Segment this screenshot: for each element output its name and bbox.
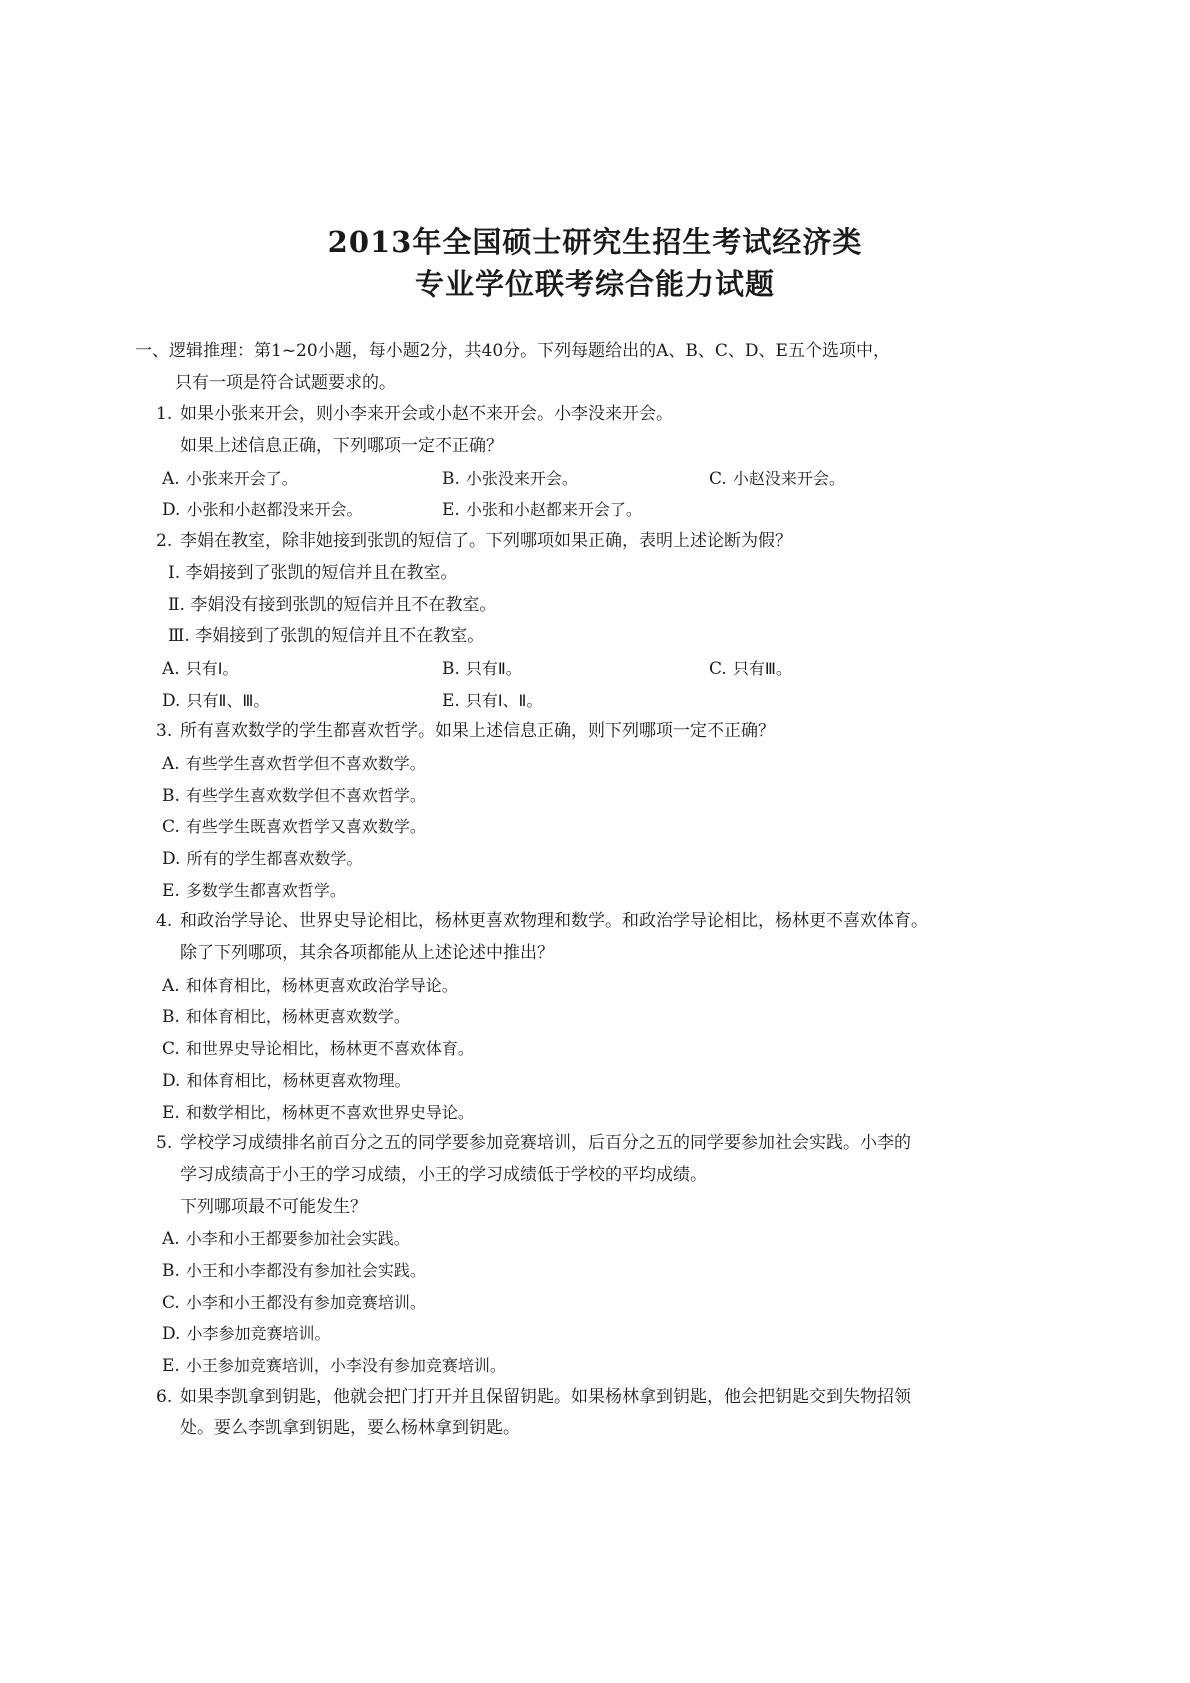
question-stem-text: 李娟在教室，除非她接到张凯的短信了。下列哪项如果正确，表明上述论断为假？ [180, 531, 792, 552]
question-stem-text: 如果李凯拿到钥匙，他就会把门打开并且保留钥匙。如果杨林拿到钥匙，他会把钥匙交到失物招领 [180, 1386, 911, 1407]
question-stem-line [0, 1160, 1190, 1192]
answer-option [162, 875, 346, 908]
question-stem-line [0, 1128, 1190, 1160]
option-text: 和体育相比，杨林更喜欢政治学导论。 [185, 975, 458, 995]
answer-option [162, 1065, 410, 1098]
question-stem-text: 学校学习成绩排名前百分之五的同学要参加竞赛培训，后百分之五的同学要参加社会实践。小李的 [180, 1133, 911, 1154]
option-row [0, 494, 1190, 526]
exam-title-line-2: 专业学位联考综合能力试题 [414, 267, 775, 301]
answer-option [162, 811, 426, 844]
option-label: A. [162, 658, 180, 679]
question-stem-text: 所有喜欢数学的学生都喜欢哲学。如果上述信息正确，则下列哪项一定不正确？ [180, 721, 775, 742]
option-label: B. [162, 785, 180, 806]
option-text: 和体育相比，杨林更喜欢数学。 [185, 1007, 410, 1027]
answer-option [162, 463, 298, 496]
option-label: B. [162, 1007, 180, 1028]
question-stem-text: 如果上述信息正确，下列哪项一定不正确？ [180, 436, 503, 457]
option-text: 小张和小赵都来开会了。 [465, 500, 642, 520]
question-stem-line [0, 1413, 1190, 1445]
exam-content [0, 336, 1190, 1445]
option-row [0, 1033, 1190, 1065]
question-stem-line [0, 1192, 1190, 1224]
option-text: 有些学生喜欢哲学但不喜欢数学。 [185, 753, 426, 773]
option-text: 小王和小李都没有参加社会实践。 [185, 1260, 426, 1280]
option-label: D. [162, 500, 181, 521]
option-text: 有些学生既喜欢哲学又喜欢数学。 [185, 817, 426, 837]
option-text: 只有Ⅲ。 [732, 658, 792, 678]
question-number: 3. [156, 721, 173, 742]
option-row [0, 1318, 1190, 1350]
question-statement: Ⅰ. 李娟接到了张凯的短信并且在教室。 [168, 562, 458, 583]
answer-option [162, 1287, 426, 1320]
question-number: 5. [156, 1133, 173, 1154]
question-number: 2. [156, 531, 173, 552]
question-number: 1. [156, 404, 173, 425]
option-text: 小张来开会了。 [185, 468, 298, 488]
option-label: E. [162, 1102, 180, 1123]
answer-option [162, 1255, 426, 1288]
option-label: C. [709, 658, 727, 679]
option-text: 小赵没来开会。 [732, 468, 845, 488]
option-label: A. [162, 975, 180, 996]
option-text: 小张和小赵都没来开会。 [186, 500, 363, 520]
option-text: 有些学生喜欢数学但不喜欢哲学。 [185, 785, 426, 805]
option-text: 小李和小王都没有参加竞赛培训。 [185, 1292, 426, 1312]
question-stem-line [0, 716, 1190, 748]
option-label: B. [442, 658, 460, 679]
option-label: E. [162, 880, 180, 901]
question-number: 6. [156, 1386, 173, 1407]
answer-option [442, 463, 578, 496]
section-instructions: 一、逻辑推理：第1~20小题，每小题2分，共40分。下列每题给出的A、B、C、D、E五个选项中， [135, 341, 890, 361]
option-text: 只有Ⅰ。 [185, 658, 239, 678]
option-text: 只有Ⅰ、Ⅱ。 [465, 690, 543, 710]
option-text: 只有Ⅱ、Ⅲ。 [186, 690, 270, 710]
answer-option [162, 1033, 474, 1066]
option-row [0, 1350, 1190, 1382]
option-row [0, 811, 1190, 843]
option-text: 多数学生都喜欢哲学。 [185, 880, 346, 900]
option-text: 小王参加竞赛培训，小李没有参加竞赛培训。 [185, 1356, 506, 1375]
option-label: D. [162, 849, 181, 869]
answer-option [162, 494, 362, 527]
question-stem-text: 除了下列哪项，其余各项都能从上述论述中推出？ [180, 943, 554, 964]
option-label: C. [162, 1039, 180, 1060]
option-label: E. [442, 690, 460, 711]
answer-option [709, 463, 845, 496]
option-text: 小李和小王都要参加社会实践。 [185, 1229, 410, 1249]
answer-option [162, 1097, 474, 1130]
option-text: 小张没来开会。 [465, 468, 578, 488]
option-text: 只有Ⅱ。 [465, 658, 522, 678]
answer-option [162, 1223, 410, 1256]
option-text: 和体育相比，杨林更喜欢物理。 [186, 1070, 411, 1090]
option-row [0, 1001, 1190, 1033]
question-stem-line [0, 431, 1190, 463]
answer-option [442, 685, 542, 718]
option-label: A. [162, 468, 180, 489]
question-statement: Ⅲ. 李娟接到了张凯的短信并且不在教室。 [168, 626, 485, 647]
option-row [0, 463, 1190, 495]
option-text: 和数学相比，杨林更不喜欢世界史导论。 [185, 1102, 474, 1122]
answer-option [162, 970, 458, 1003]
option-label: A. [162, 753, 180, 774]
answer-option [162, 748, 426, 781]
option-label: E. [442, 500, 460, 521]
answer-option [162, 1001, 410, 1034]
answer-option [442, 653, 522, 686]
option-row [0, 843, 1190, 875]
option-row [0, 1065, 1190, 1097]
option-row [0, 780, 1190, 812]
question-stem-text: 下列哪项最不可能发生？ [180, 1196, 367, 1217]
answer-option [442, 494, 642, 527]
option-text: 所有的学生都喜欢数学。 [186, 849, 363, 868]
option-text: 和世界史导论相比，杨林更不喜欢体育。 [185, 1039, 474, 1059]
answer-option [162, 780, 426, 813]
option-label: E. [162, 1356, 180, 1376]
answer-option [162, 653, 238, 686]
option-label: D. [162, 1324, 181, 1345]
option-label: C. [709, 468, 727, 489]
question-number: 4. [156, 911, 173, 932]
option-label: D. [162, 1070, 181, 1091]
question-stem-text: 和政治学导论、世界史导论相比，杨林更喜欢物理和数学。和政治学导论相比，杨林更不喜欢体育。 [180, 911, 928, 932]
option-row [0, 748, 1190, 780]
option-row [0, 1287, 1190, 1319]
answer-option [162, 1350, 506, 1383]
question-stem-line [0, 1382, 1190, 1414]
option-label: C. [162, 817, 180, 838]
option-row [0, 1255, 1190, 1287]
question-statement: Ⅱ. 李娟没有接到张凯的短信并且不在教室。 [168, 594, 497, 615]
question-stem-line [0, 526, 1190, 558]
exam-title-line-1: 2013年全国硕士研究生招生考试经济类 [327, 225, 863, 259]
option-label: A. [162, 1229, 180, 1250]
question-stem-line [0, 399, 1190, 431]
section-instructions: 只有一项是符合试题要求的。 [175, 372, 396, 393]
question-stem-line [0, 906, 1190, 938]
option-label: C. [162, 1292, 180, 1313]
answer-option [162, 1318, 330, 1351]
option-row [0, 1097, 1190, 1129]
answer-option [709, 653, 792, 686]
option-row [0, 875, 1190, 907]
option-row [0, 1223, 1190, 1255]
question-stem-text: 处。要么李凯拿到钥匙，要么杨林拿到钥匙。 [180, 1418, 520, 1439]
answer-option [162, 843, 362, 876]
answer-option [162, 685, 269, 718]
option-row [0, 653, 1190, 685]
question-stem-line [0, 938, 1190, 970]
option-label: D. [162, 690, 181, 711]
question-stem-text: 如果小张来开会，则小李来开会或小赵不来开会。小李没来开会。 [180, 404, 673, 425]
option-label: B. [442, 468, 460, 489]
option-label: B. [162, 1260, 180, 1281]
option-row [0, 685, 1190, 717]
question-stem-text: 学习成绩高于小王的学习成绩，小王的学习成绩低于学校的平均成绩。 [180, 1164, 707, 1185]
option-row [0, 970, 1190, 1002]
option-text: 小李参加竞赛培训。 [186, 1324, 331, 1344]
